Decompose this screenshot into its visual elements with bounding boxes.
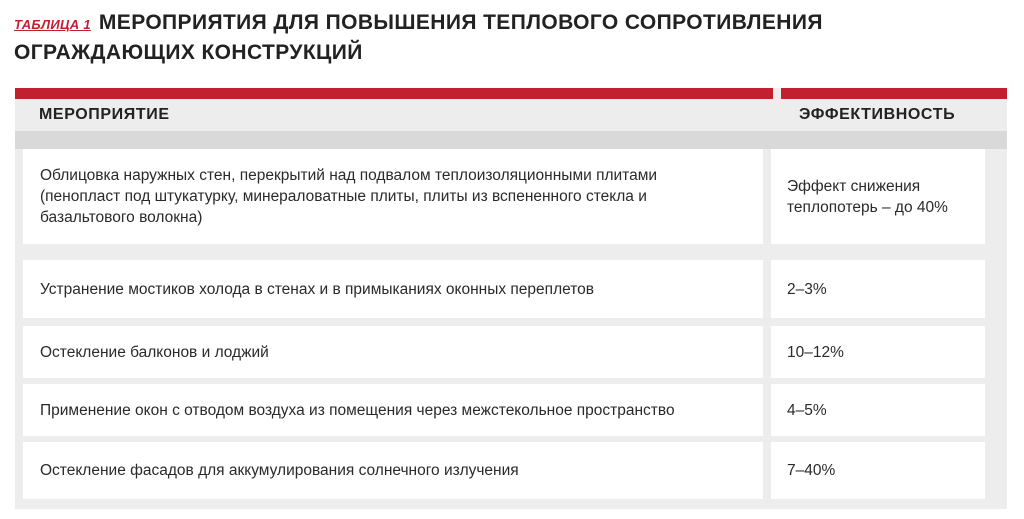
column-header-efficiency: ЭФФЕКТИВНОСТЬ <box>781 88 1007 131</box>
efficiency-cell: Эффект снижения теплопотерь – до 40% <box>771 149 985 244</box>
table-title <box>14 8 1014 68</box>
measure-cell: Применение окон с отводом воздуха из помещения через межстекольное пространство <box>23 384 763 436</box>
efficiency-cell: 4–5% <box>771 384 985 436</box>
table-title-line-1: МЕРОПРИЯТИЯ ДЛЯ ПОВЫШЕНИЯ ТЕПЛОВОГО СОПРОТИВЛЕНИЯ <box>98 11 823 34</box>
measure-cell: Остекление балконов и лоджий <box>23 326 763 378</box>
table-row <box>15 384 1007 436</box>
column-header-measure: МЕРОПРИЯТИЕ <box>15 88 773 131</box>
measure-cell: Устранение мостиков холода в стенах и в примыканиях оконных переплетов <box>23 260 763 318</box>
measure-cell: Облицовка наружных стен, перекрытий над подвалом теплоизоляционными плитами (пенопласт под штукатурку, минераловатные плиты, плиты из вспененного стекла и базальтового волокна) <box>23 149 763 244</box>
efficiency-cell: 7–40% <box>771 442 985 499</box>
table-row <box>15 442 1007 499</box>
table-number-label: ТАБЛИЦА 1 <box>14 17 91 32</box>
table-row <box>15 149 1007 244</box>
measures-table <box>15 88 1007 509</box>
table-title-line-2: ОГРАЖДАЮЩИХ КОНСТРУКЦИЙ <box>14 41 363 64</box>
efficiency-cell: 2–3% <box>771 260 985 318</box>
header-divider <box>15 131 1007 149</box>
table-row <box>15 326 1007 378</box>
table-row <box>15 260 1007 318</box>
measure-cell: Остекление фасадов для аккумулирования солнечного излучения <box>23 442 763 499</box>
efficiency-cell: 10–12% <box>771 326 985 378</box>
